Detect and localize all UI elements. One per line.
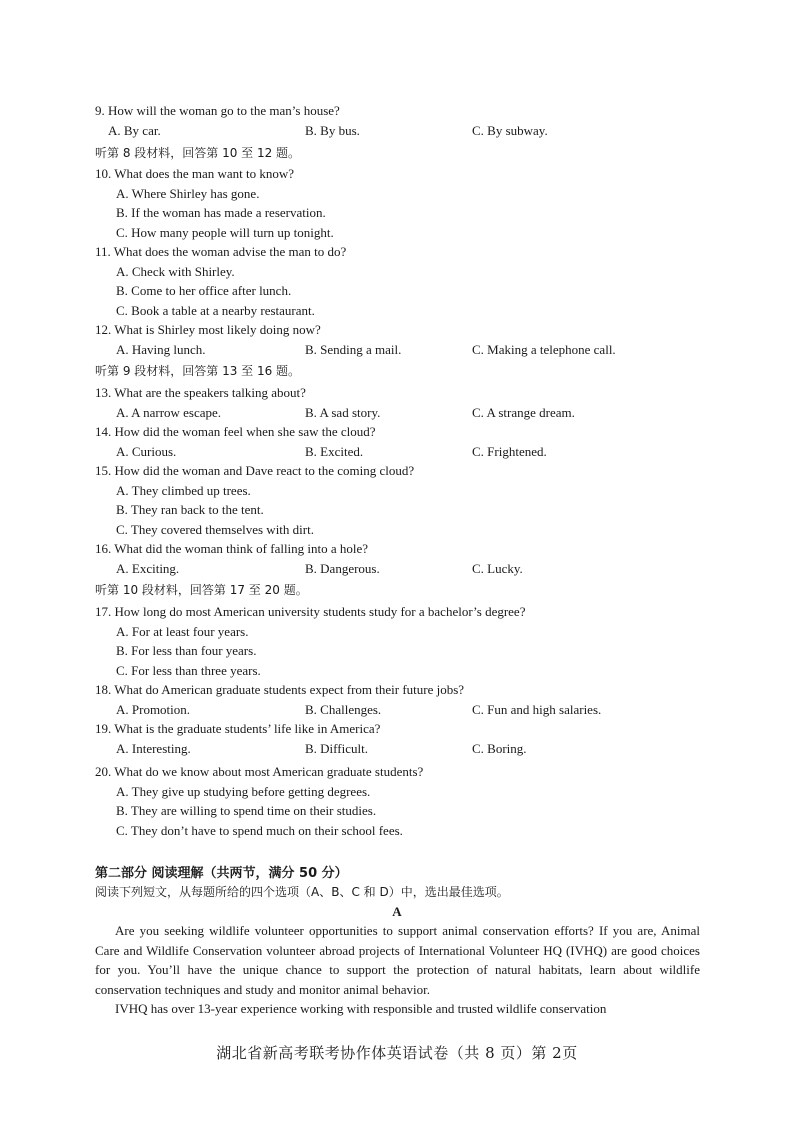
- passage-letter: A: [392, 904, 402, 919]
- passage-paragraph-2: IVHQ has over 13-year experience working with responsible and trusted wildlife conservation: [115, 1001, 607, 1016]
- question-10-option-c: C. How many people will turn up tonight.: [116, 225, 334, 240]
- question-13-option-c: C. A strange dream.: [472, 405, 575, 420]
- question-15-option-c: C. They covered themselves with dirt.: [116, 522, 314, 537]
- question-17-option-a: A. For at least four years.: [116, 624, 249, 639]
- question-17-stem: 17. How long do most American university students study for a bachelor’s degree?: [95, 604, 526, 619]
- question-17-option-b: B. For less than four years.: [116, 643, 257, 658]
- question-13-option-a: A. A narrow escape.: [116, 405, 222, 420]
- question-18-option-b: B. Challenges.: [305, 702, 382, 717]
- question-10-option-a: A. Where Shirley has gone.: [116, 186, 260, 201]
- question-19-option-c: C. Boring.: [472, 741, 527, 756]
- question-9-option-a: A. By car.: [108, 123, 161, 138]
- question-20-option-c: C. They don’t have to spend much on their school fees.: [116, 823, 403, 838]
- question-13-option-b: B. A sad story.: [305, 405, 381, 420]
- question-18-stem: 18. What do American graduate students expect from their future jobs?: [95, 682, 465, 697]
- question-19-option-a: A. Interesting.: [116, 741, 191, 756]
- question-19-option-b: B. Difficult.: [305, 741, 368, 756]
- question-10-stem: 10. What does the man want to know?: [95, 166, 295, 181]
- question-16-option-c: C. Lucky.: [472, 561, 523, 576]
- question-18-option-a: A. Promotion.: [116, 702, 191, 717]
- question-11-option-b: B. Come to her office after lunch.: [116, 283, 292, 298]
- question-16-option-a: A. Exciting.: [116, 561, 180, 576]
- question-14-stem: 14. How did the woman feel when she saw the cloud?: [95, 424, 376, 439]
- part-2-title: 第二部分 阅读理解（共两节，满分 50 分）: [95, 866, 348, 881]
- question-9-option-c: C. By subway.: [472, 123, 548, 138]
- question-17-option-c: C. For less than three years.: [116, 663, 261, 678]
- question-11-option-a: A. Check with Shirley.: [116, 264, 235, 279]
- question-12-option-a: A. Having lunch.: [116, 342, 206, 357]
- question-19-stem: 19. What is the graduate students’ life like in America?: [95, 721, 381, 736]
- question-20-option-a: A. They give up studying before getting degrees.: [116, 784, 371, 799]
- question-14-option-c: C. Frightened.: [472, 444, 547, 459]
- section-10-instruction: 听第 10 段材料，回答第 17 至 20 题。: [95, 583, 308, 597]
- question-12-option-b: B. Sending a mail.: [305, 342, 402, 357]
- question-14-option-a: A. Curious.: [116, 444, 177, 459]
- question-14-option-b: B. Excited.: [305, 444, 364, 459]
- question-20-option-b: B. They are willing to spend time on their studies.: [116, 803, 377, 818]
- question-15-stem: 15. How did the woman and Dave react to the coming cloud?: [95, 463, 415, 478]
- question-11-stem: 11. What does the woman advise the man to do?: [95, 244, 347, 259]
- question-18-option-c: C. Fun and high salaries.: [472, 702, 602, 717]
- question-10-option-b: B. If the woman has made a reservation.: [116, 205, 326, 220]
- section-8-instruction: 听第 8 段材料，回答第 10 至 12 题。: [95, 146, 301, 160]
- question-9-option-b: B. By bus.: [305, 123, 360, 138]
- question-12-option-c: C. Making a telephone call.: [472, 342, 616, 357]
- question-11-option-c: C. Book a table at a nearby restaurant.: [116, 303, 315, 318]
- part-2-instruction: 阅读下列短文，从每题所给的四个选项（A、B、C 和 D）中，选出最佳选项。: [95, 885, 509, 899]
- section-9-instruction: 听第 9 段材料，回答第 13 至 16 题。: [95, 364, 301, 378]
- passage-paragraph-1: Are you seeking wildlife volunteer opportunities to support animal conservation efforts? If you are, Animal Care and Wildlife Conservation volunteer abroad projects of International Volunteer HQ (IVHQ) are good choices for you. You’ll have the unique chance to support the protection of natural habitats, learn about wildlife conservation techniques and study and monitor animal behavior.: [95, 923, 700, 997]
- question-16-option-b: B. Dangerous.: [305, 561, 380, 576]
- question-15-option-a: A. They climbed up trees.: [116, 483, 251, 498]
- question-13-stem: 13. What are the speakers talking about?: [95, 385, 306, 400]
- question-15-option-b: B. They ran back to the tent.: [116, 502, 264, 517]
- question-12-stem: 12. What is Shirley most likely doing now?: [95, 322, 321, 337]
- question-20-stem: 20. What do we know about most American graduate students?: [95, 764, 424, 779]
- question-9-stem: 9. How will the woman go to the man’s house?: [95, 103, 340, 118]
- question-16-stem: 16. What did the woman think of falling into a hole?: [95, 541, 369, 556]
- page-footer: 湖北省新高考联考协作体英语试卷（共 8 页）第 2页: [216, 1044, 578, 1062]
